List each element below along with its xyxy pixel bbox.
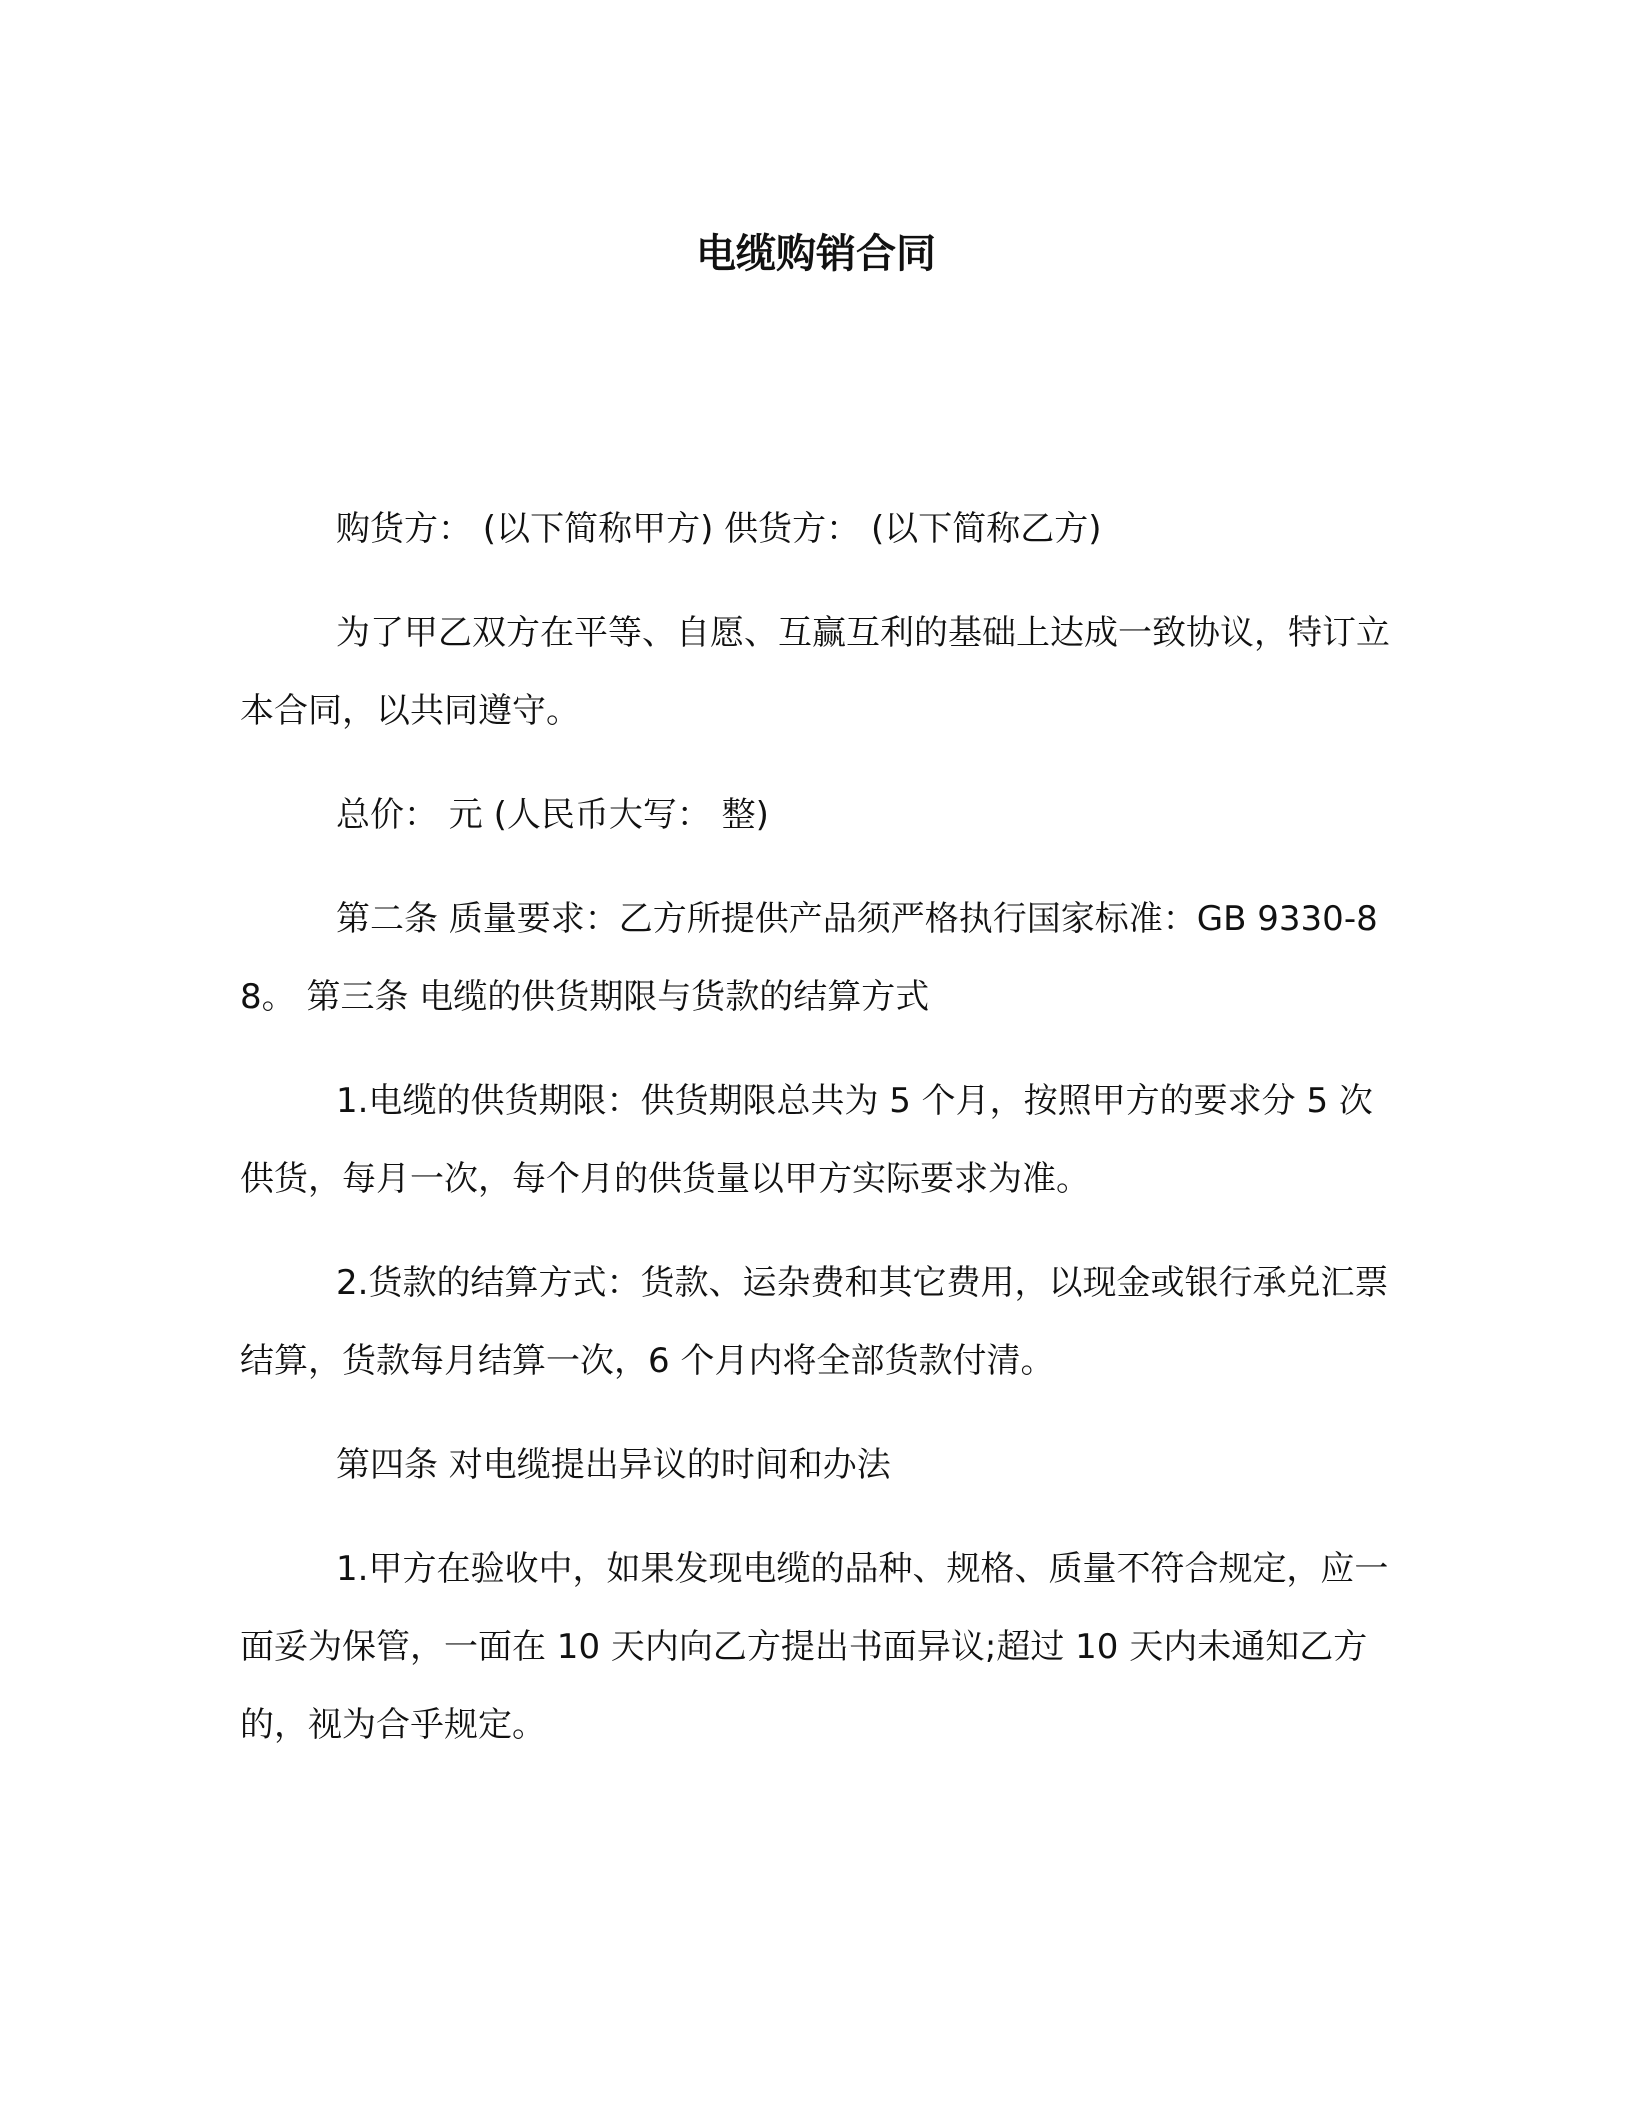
paragraph-settlement: 2.货款的结算方式：货款、运杂费和其它费用，以现金或银行承兑汇票结算，货款每月结算一次，6 个月内将全部货款付清。 — [240, 1263, 1389, 1381]
document-body — [240, 490, 1390, 1790]
paragraph-preamble: 为了甲乙双方在平等、自愿、互赢互利的基础上达成一致协议，特订立本合同，以共同遵守。 — [240, 613, 1390, 731]
paragraph-total-price: 总价： 元 (人民币大写： 整) — [336, 795, 769, 835]
paragraph-parties: 购货方： (以下简称甲方) 供货方： (以下简称乙方) — [336, 509, 1102, 549]
paragraph-objection: 1.甲方在验收中，如果发现电缆的品种、规格、质量不符合规定，应一面妥为保管，一面在 10 天内向乙方提出书面异议;超过 10 天内未通知乙方的，视为合乎规定。 — [240, 1549, 1389, 1745]
paragraph-supply-period: 1.电缆的供货期限：供货期限总共为 5 个月，按照甲方的要求分 5 次供货，每月一次，每个月的供货量以甲方实际要求为准。 — [240, 1081, 1373, 1199]
document-title: 电缆购销合同 — [696, 231, 936, 277]
paragraph-article-2-3: 第二条 质量要求：乙方所提供产品须严格执行国家标准：GB 9330-88。 第三条 电缆的供货期限与货款的结算方式 — [240, 899, 1378, 1017]
paragraph-article-4-heading: 第四条 对电缆提出异议的时间和办法 — [336, 1445, 891, 1485]
